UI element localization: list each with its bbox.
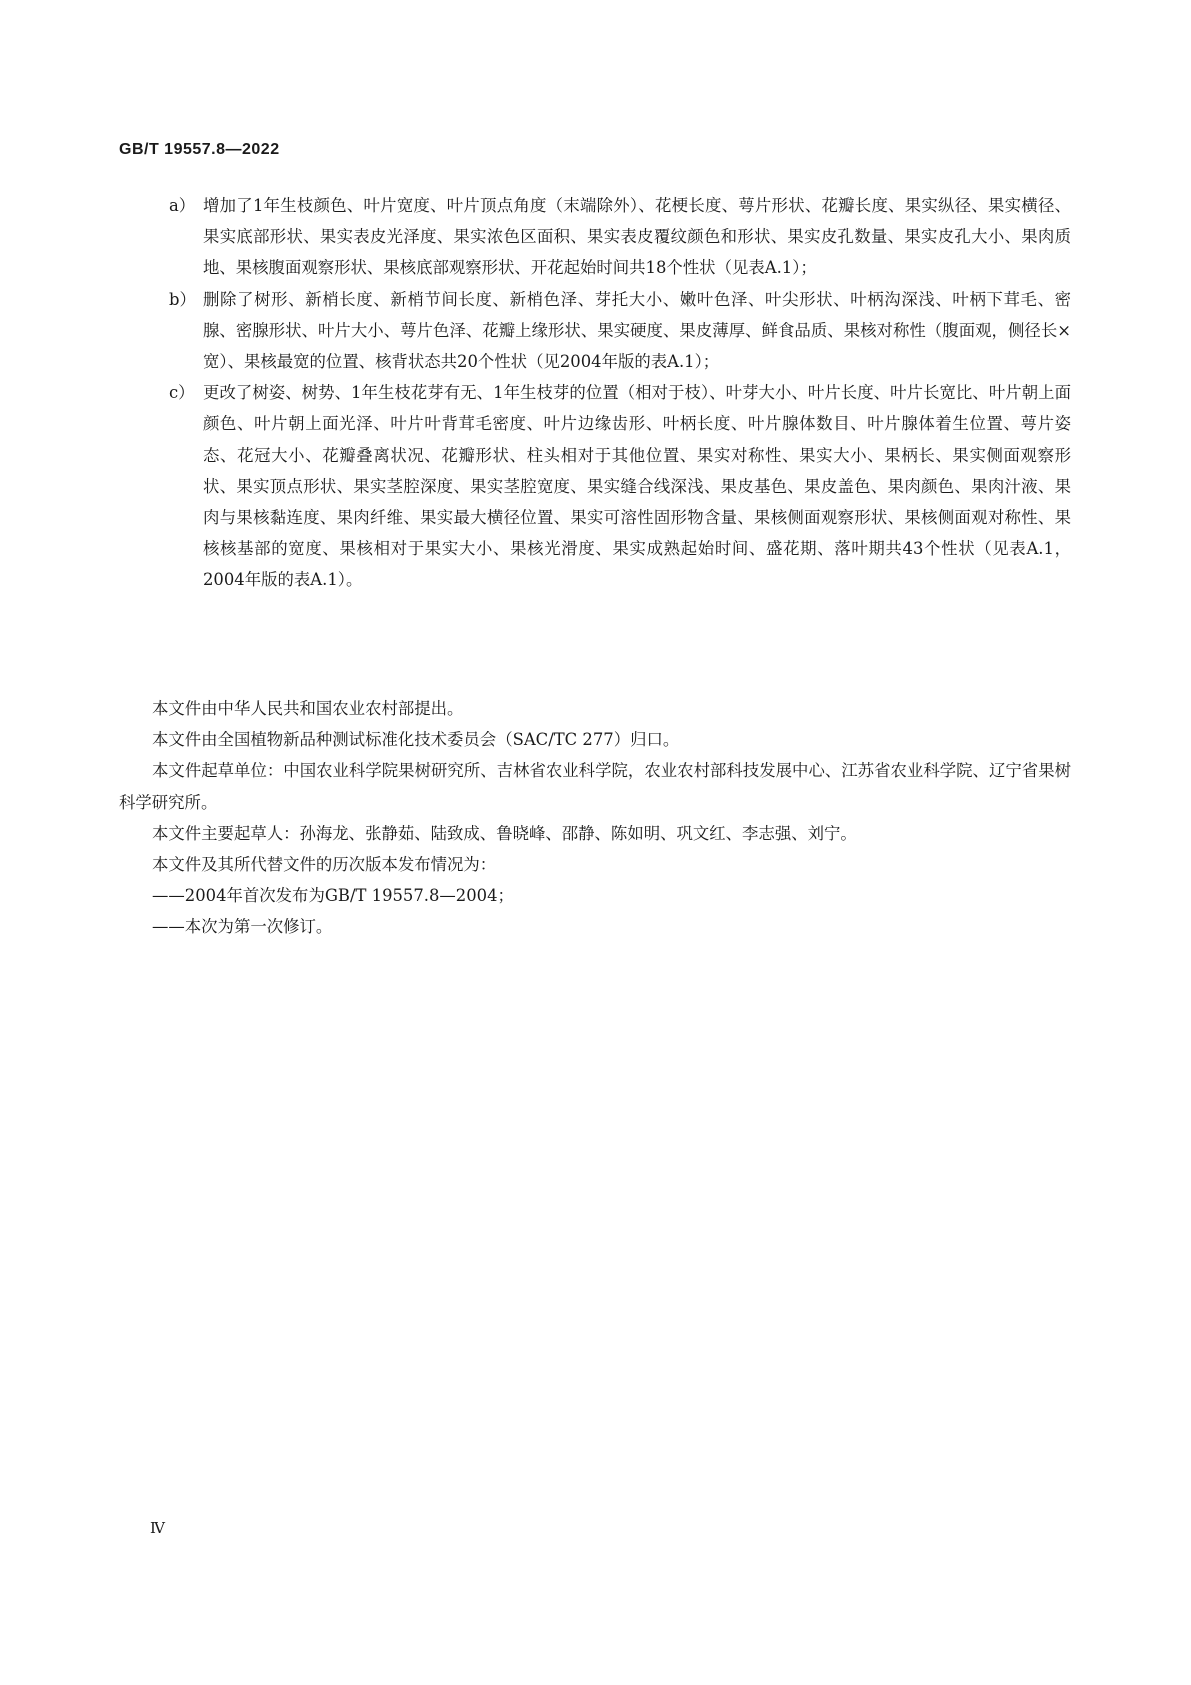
- drafters-paragraph: 本文件主要起草人：孙海龙、张静茹、陆致成、鲁晓峰、邵静、陈如明、巩文红、李志强、刘宁。: [152, 823, 857, 843]
- drafting-units-paragraph: 本文件起草单位：中国农业科学院果树研究所、吉林省农业科学院，农业农村部科技发展中心、江苏省农业科学院、辽宁省果树科学研究所。: [119, 761, 1071, 812]
- list-item-text: 更改了树姿、树势、1年生枝花芽有无、1年生枝芽的位置（相对于枝）、叶芽大小、叶片长度、叶片长宽比、叶片朝上面颜色、叶片朝上面光泽、叶片叶背茸毛密度、叶片边缘齿形、叶柄长度、叶片腺体数目、叶片腺体着生位置、萼片姿态、花冠大小、花瓣叠离状况、花瓣形状、柱头相对于其他位置、果实对称性、果实大小、果柄长、果实侧面观察形状、果实顶点形状、果实茎腔深度、果实茎腔宽度、果实缝合线深浅、果皮基色、果皮盖色、果肉颜色、果肉汁液、果肉与果核黏连度、果肉纤维、果实最大横径位置、果实可溶性固形物含量、果核侧面观察形状、果核侧面观对称性、果核核基部的宽度、果核相对于果实大小、果核光滑度、果实成熟起始时间、盛花期、落叶期共43个性状（见表A.1，2004年版的表A.1）。: [203, 383, 1071, 590]
- history-item: ——本次为第一次修订。: [152, 917, 333, 937]
- change-item-c: [119, 377, 1071, 595]
- foreword-paragraphs: [119, 693, 1071, 943]
- list-marker: b）: [169, 289, 196, 309]
- list-marker: c）: [169, 383, 195, 403]
- centralized-by-paragraph: 本文件由全国植物新品种测试标准化技术委员会（SAC/TC 277）归口。: [152, 730, 680, 750]
- changes-list: [119, 190, 1071, 596]
- history-item: ——2004年首次发布为GB/T 19557.8—2004；: [152, 886, 514, 906]
- proposed-by-paragraph: 本文件由中华人民共和国农业农村部提出。: [152, 699, 464, 718]
- list-marker: a）: [169, 196, 196, 215]
- change-item-b: [119, 284, 1071, 378]
- list-item-text: 增加了1年生枝颜色、叶片宽度、叶片顶点角度（末端除外）、花梗长度、萼片形状、花瓣长度、果实纵径、果实横径、果实底部形状、果实表皮光泽度、果实浓色区面积、果实表皮覆纹颜色和形状、果实皮孔数量、果实皮孔大小、果肉质地、果核腹面观察形状、果核底部观察形状、开花起始时间共18个性状（见表A.1）；: [203, 196, 1071, 278]
- standard-number: GB/T 19557.8—2022: [119, 141, 280, 158]
- change-item-a: [119, 190, 1071, 284]
- page-number: Ⅳ: [150, 1519, 165, 1537]
- history-intro-paragraph: 本文件及其所代替文件的历次版本发布情况为：: [152, 855, 497, 875]
- list-item-text: 删除了树形、新梢长度、新梢节间长度、新梢色泽、芽托大小、嫩叶色泽、叶尖形状、叶柄沟深浅、叶柄下茸毛、密腺、密腺形状、叶片大小、萼片色泽、花瓣上缘形状、果实硬度、果皮薄厚、鲜食品质、果核对称性（腹面观，侧径长×宽）、果核最宽的位置、核背状态共20个性状（见2004年版的表A.1）；: [203, 289, 1071, 372]
